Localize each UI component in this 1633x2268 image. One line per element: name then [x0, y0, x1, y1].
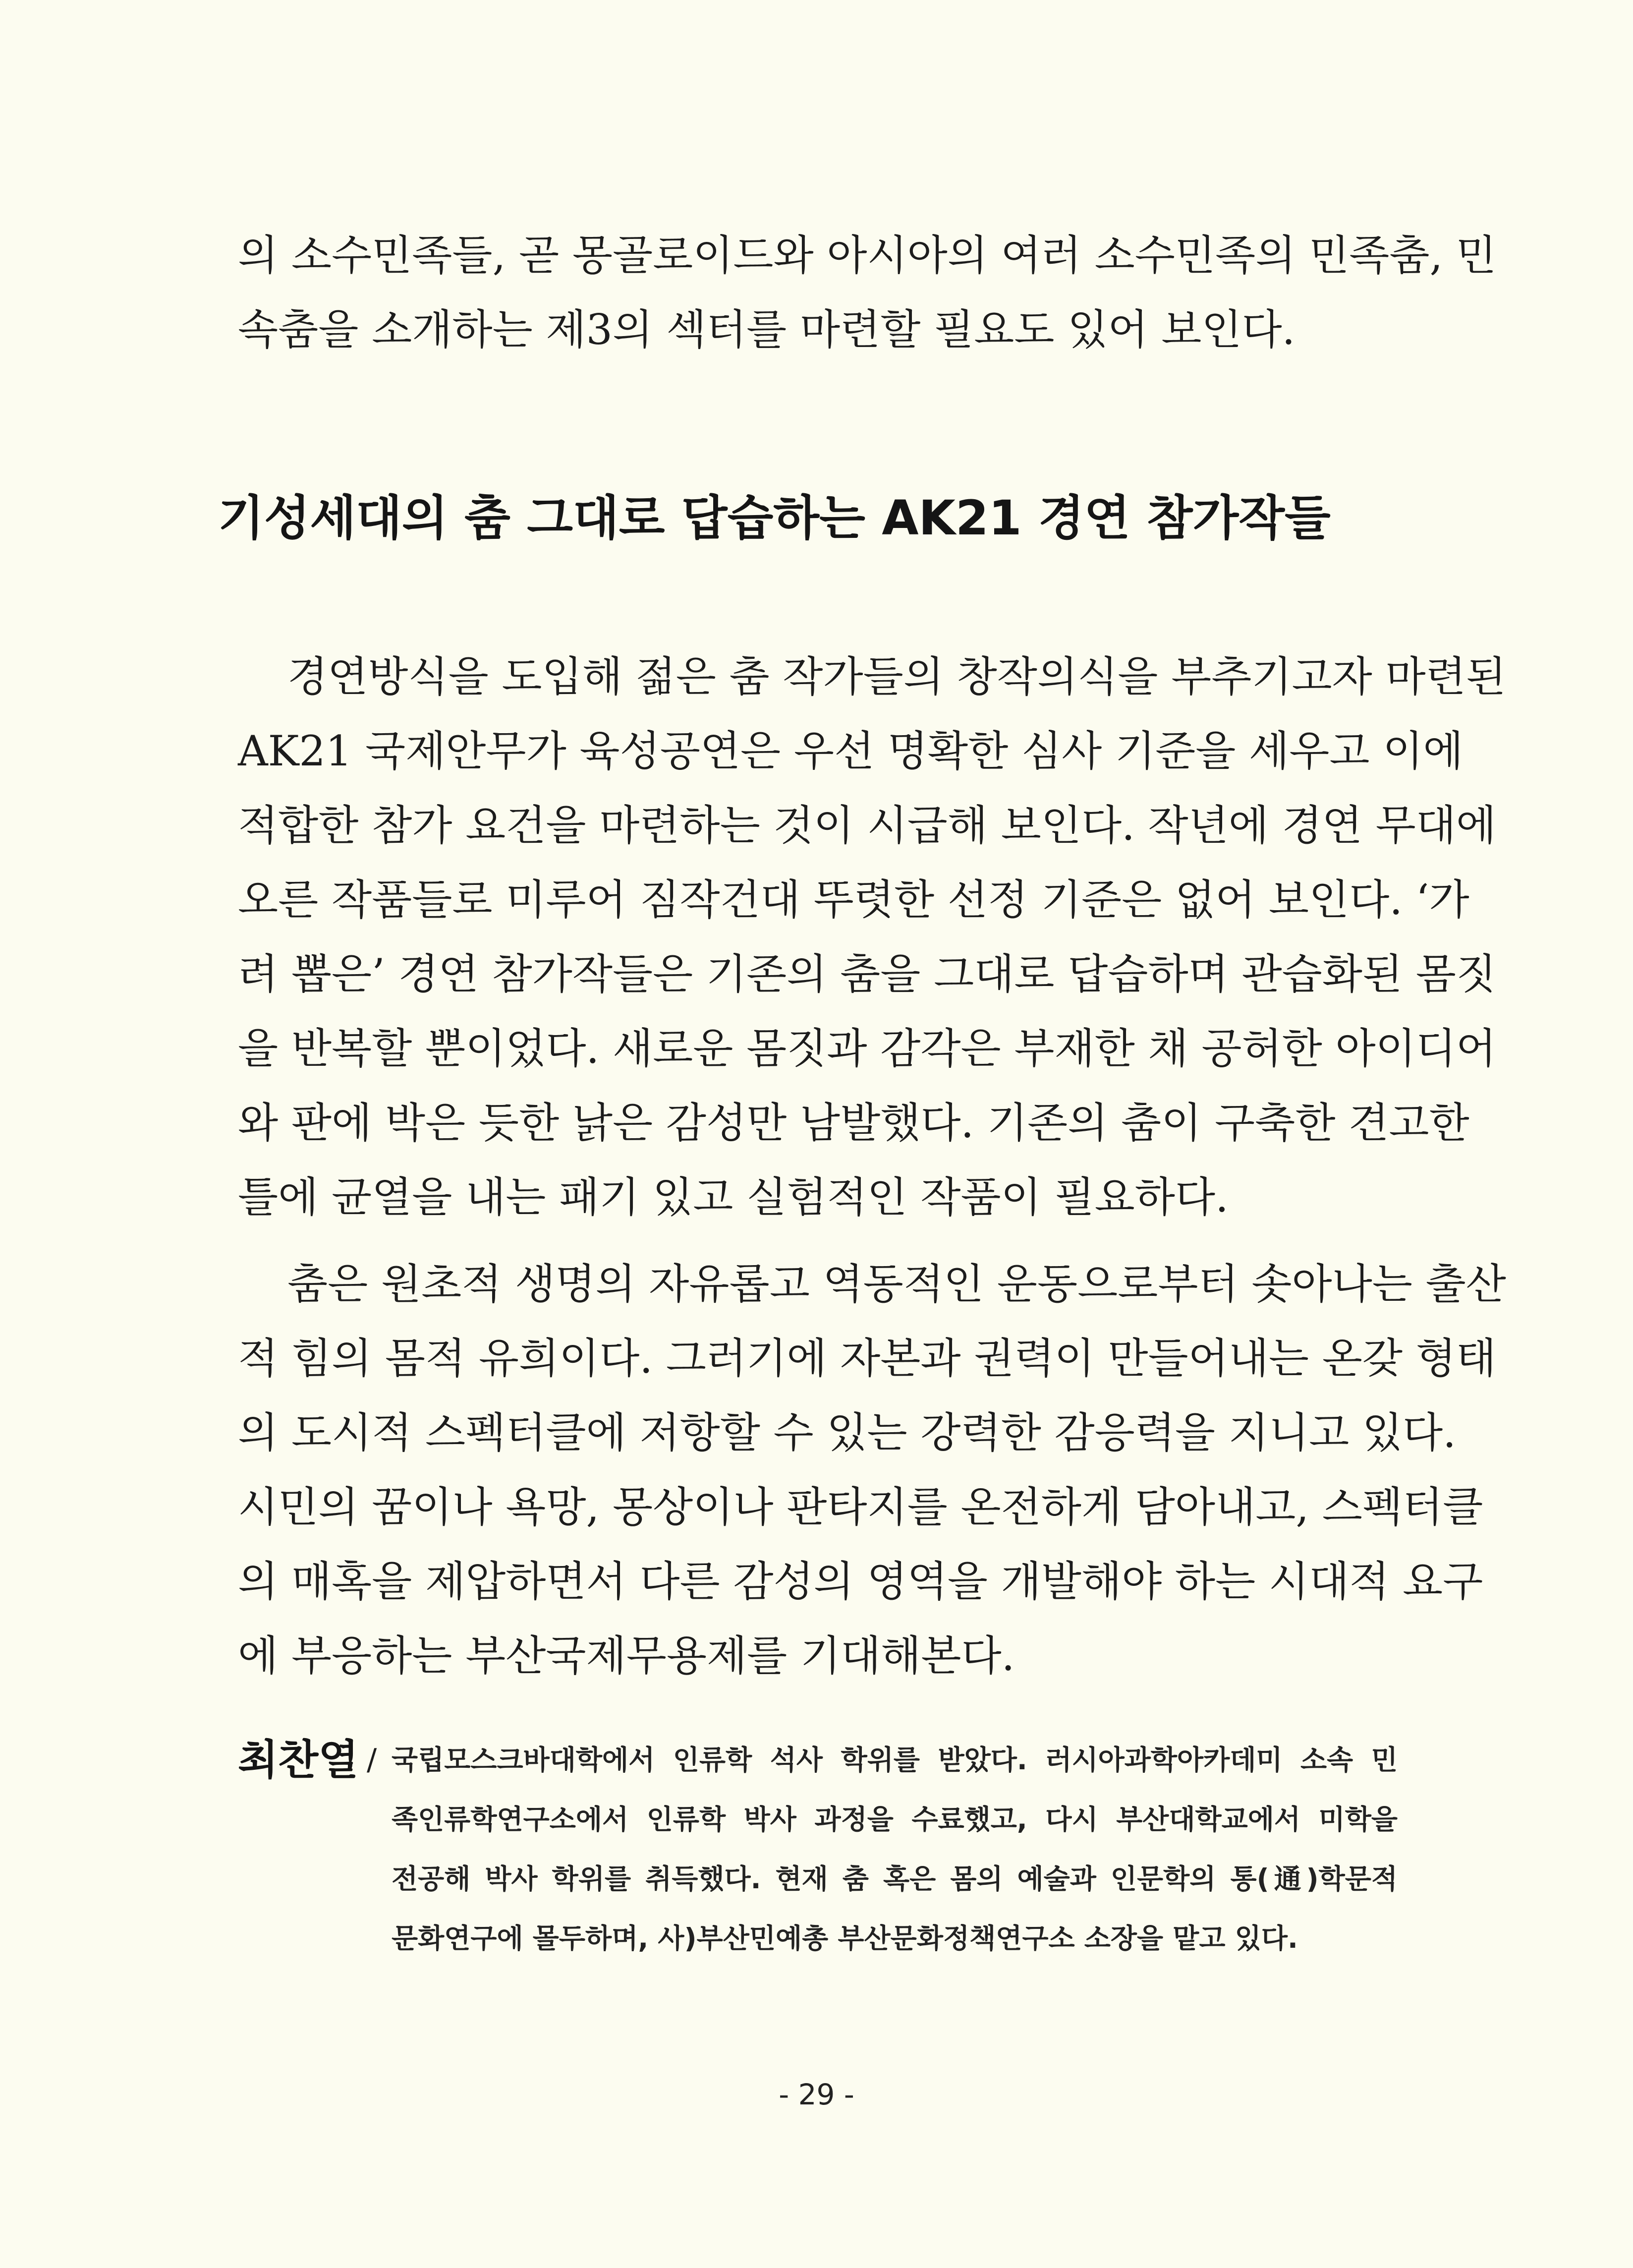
paragraph-line: 에 부응하는 부산국제무용제를 기대해본다. — [238, 1631, 1015, 1680]
bio-text — [392, 1730, 1398, 1968]
paragraph-line: 의 매혹을 제압하면서 다른 감성의 영역을 개발해야 하는 시대적 요구 — [238, 1557, 1483, 1606]
body-paragraph-2 — [238, 1247, 1506, 1693]
paragraph-line: 적합한 참가 요건을 마련하는 것이 시급해 보인다. 작년에 경연 무대에 — [238, 801, 1497, 850]
bio-line: 전공해 박사 학위를 취득했다. 현재 춤 혹은 몸의 예술과 인문학의 통(通)학문적 — [392, 1863, 1398, 1895]
bio-line: 국립모스크바대학에서 인류학 석사 학위를 받았다. 러시아과학아카데미 소속 민 — [392, 1744, 1398, 1776]
paragraph-line: 을 반복할 뿐이었다. 새로운 몸짓과 감각은 부재한 채 공허한 아이디어 — [238, 1024, 1497, 1073]
paragraph-line: 의 소수민족들, 곧 몽골로이드와 아시아의 여러 소수민족의 민족춤, 민 — [238, 231, 1497, 280]
section-heading: 기성세대의 춤 그대로 답습하는 AK21 경연 참가작들 — [218, 490, 1331, 546]
author-name: 최찬열 — [238, 1736, 359, 1784]
paragraph-line: 시민의 꿈이나 욕망, 몽상이나 판타지를 온전하게 담아내고, 스펙터클 — [238, 1483, 1483, 1531]
bio-line: 문화연구에 몰두하며, 사)부산민예총 부산문화정책연구소 소장을 맡고 있다. — [392, 1922, 1298, 1954]
paragraph-line: AK21 국제안무가 육성공연은 우선 명확한 심사 기준을 세우고 이에 — [238, 727, 1464, 775]
paragraph-line: 와 판에 박은 듯한 낡은 감성만 남발했다. 기존의 춤이 구축한 견고한 — [238, 1099, 1469, 1147]
paragraph-line: 오른 작품들로 미루어 짐작건대 뚜렷한 선정 기준은 없어 보인다. ‘가 — [238, 875, 1469, 924]
paragraph-line: 춤은 원초적 생명의 자유롭고 역동적인 운동으로부터 솟아나는 출산 — [287, 1260, 1506, 1308]
intro-paragraph — [238, 218, 1497, 367]
bio-line: 족인류학연구소에서 인류학 박사 과정을 수료했고, 다시 부산대학교에서 미학을 — [392, 1803, 1398, 1835]
page-number: - 29 - — [779, 2078, 854, 2111]
bio-separator: / — [367, 1743, 377, 1777]
paragraph-line: 적 힘의 몸적 유희이다. 그러기에 자본과 권력이 만들어내는 온갖 형태 — [238, 1334, 1497, 1383]
paragraph-line: 의 도시적 스펙터클에 저항할 수 있는 강력한 감응력을 지니고 있다. — [238, 1408, 1456, 1457]
paragraph-line: 틀에 균열을 내는 패기 있고 실험적인 작품이 필요하다. — [238, 1173, 1229, 1221]
paragraph-line: 려 뽑은’ 경연 참가작들은 기존의 춤을 그대로 답습하며 관습화된 몸짓 — [238, 950, 1497, 998]
paragraph-line: 속춤을 소개하는 제3의 섹터를 마련할 필요도 있어 보인다. — [238, 305, 1295, 354]
paragraph-line: 경연방식을 도입해 젊은 춤 작가들의 창작의식을 부추기고자 마련된 — [287, 652, 1506, 701]
body-paragraph-1 — [238, 640, 1506, 1234]
